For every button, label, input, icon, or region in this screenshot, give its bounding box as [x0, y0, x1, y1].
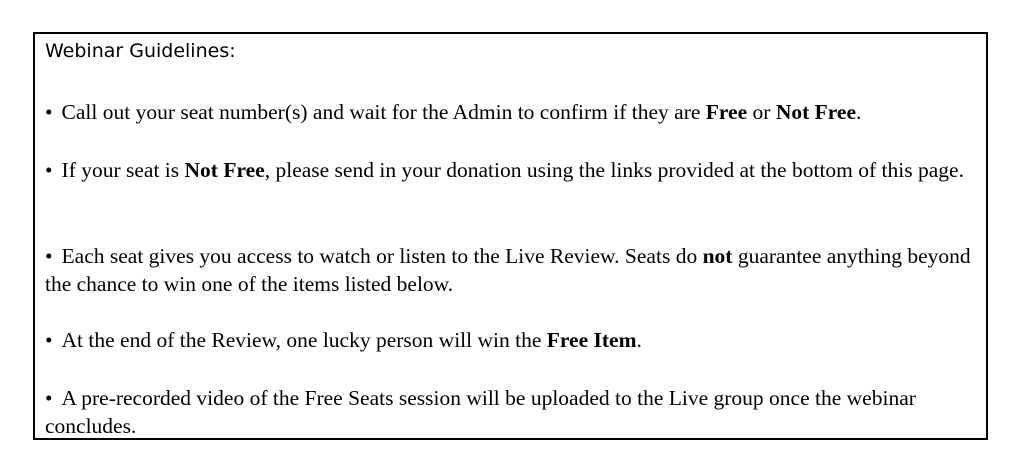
bullet-icon: •	[45, 100, 53, 124]
guideline-item-recorded-video	[45, 384, 978, 440]
bullet-icon: •	[45, 386, 53, 410]
guideline-text: or	[747, 100, 776, 124]
guidelines-title: Webinar Guidelines:	[45, 40, 236, 62]
guideline-item-seat-access	[45, 242, 978, 298]
bullet-icon: •	[45, 244, 53, 268]
bullet-icon: •	[45, 158, 53, 182]
guideline-text: , please send in your donation using the links provided at the bottom of this page.	[264, 158, 964, 182]
guideline-text: .	[856, 100, 862, 124]
webinar-guidelines-box	[33, 32, 988, 440]
guideline-item-free-item	[45, 326, 978, 354]
guideline-text: If your seat is	[61, 158, 185, 182]
guideline-text: guarantee anything beyond the chance to win one of the items listed below.	[45, 244, 971, 296]
guideline-text: Each seat gives you access to watch or listen to the Live Review. Seats do	[61, 244, 703, 268]
guideline-text: .	[636, 328, 642, 352]
emphasis-not-free: Not Free	[184, 158, 265, 182]
guideline-item-seat-number	[45, 98, 978, 126]
emphasis-free: Free	[705, 100, 748, 124]
guideline-text: Call out your seat number(s) and wait for the Admin to confirm if they are	[61, 100, 706, 124]
bullet-icon: •	[45, 328, 53, 352]
emphasis-not-free: Not Free	[775, 100, 856, 124]
guideline-item-donation	[45, 156, 978, 184]
guideline-text: A pre-recorded video of the Free Seats session will be uploaded to the Live group once the webinar concludes.	[45, 386, 916, 438]
guideline-text: At the end of the Review, one lucky person will win the	[61, 328, 547, 352]
emphasis-not: not	[702, 244, 733, 268]
emphasis-free-item: Free Item	[546, 328, 637, 352]
